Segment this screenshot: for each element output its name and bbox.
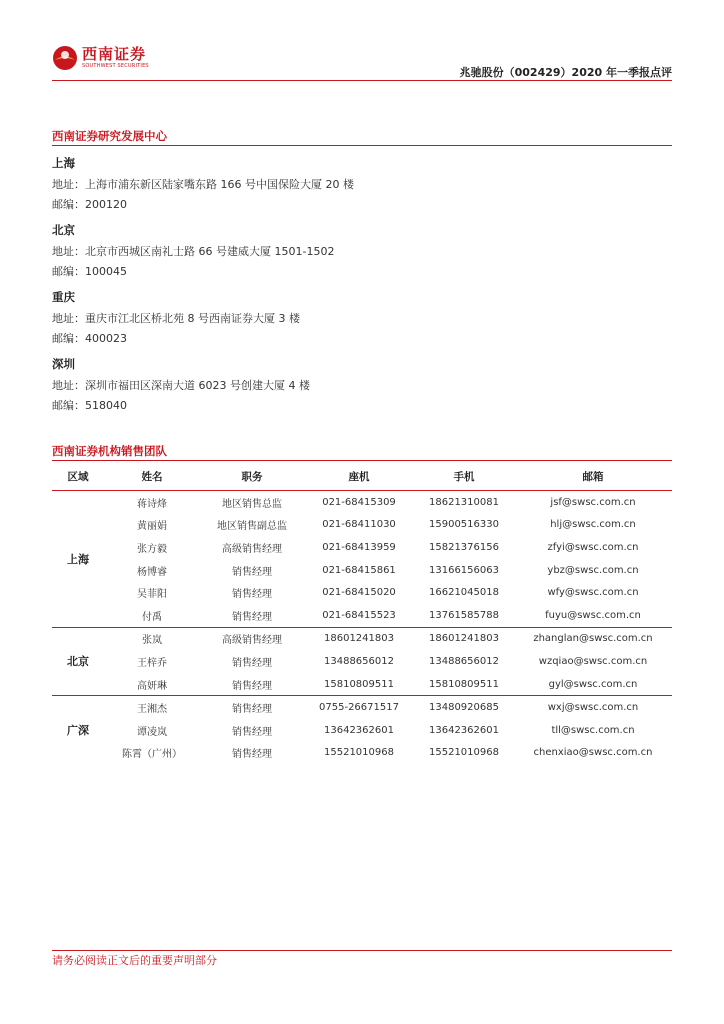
table-row xyxy=(52,559,672,582)
name-cell: 黄丽娟 xyxy=(137,521,167,533)
mobile-cell: 13166156063 xyxy=(429,564,499,576)
landline-cell: 021-68415020 xyxy=(322,587,396,599)
logo-english-name: SOUTHWEST SECURITIES xyxy=(82,63,149,69)
title-cell: 销售经理 xyxy=(232,657,272,669)
column-header: 邮箱 xyxy=(514,462,672,491)
research-section-title: 西南证券研究发展中心 xyxy=(52,129,167,143)
landline-cell: 021-68415861 xyxy=(322,564,396,576)
landline-cell: 0755-26671517 xyxy=(319,702,399,714)
table-row xyxy=(52,650,672,673)
office-address: 地址：深圳市福田区深南大道 6023 号创建大厦 4 楼 xyxy=(52,379,310,392)
sales-section-title: 西南证券机构销售团队 xyxy=(52,444,167,458)
column-header: 座机 xyxy=(304,462,414,491)
document-title: 兆驰股份（002429）2020 年一季报点评 xyxy=(459,66,672,79)
landline-cell: 021-68415309 xyxy=(322,496,396,508)
office-address: 地址：北京市西城区南礼士路 66 号建威大厦 1501-1502 xyxy=(52,245,335,258)
title-cell: 销售经理 xyxy=(200,673,304,696)
sales-team-table xyxy=(52,462,672,764)
email-cell: chenxiao@swsc.com.cn xyxy=(533,747,653,759)
title-cell: 销售经理 xyxy=(232,566,272,578)
title-cell: 销售经理 xyxy=(232,749,272,761)
name-cell: 杨博睿 xyxy=(137,566,167,578)
research-section-divider xyxy=(52,145,672,146)
landline-cell: 021-68413959 xyxy=(322,541,396,553)
mobile-cell: 16621045018 xyxy=(429,587,499,599)
name-cell: 付禹 xyxy=(104,604,200,627)
landline-cell: 15521010968 xyxy=(324,747,394,759)
mobile-cell: 18601241803 xyxy=(429,633,499,645)
table-row xyxy=(52,719,672,742)
landline-cell: 13488656012 xyxy=(324,655,394,667)
email-cell: zfyi@swsc.com.cn xyxy=(547,541,639,553)
region-cell: 广深 xyxy=(67,724,89,738)
office-postcode: 邮编：200120 xyxy=(52,198,127,211)
title-cell: 地区销售总监 xyxy=(222,498,282,510)
column-header: 手机 xyxy=(414,462,514,491)
office-city: 重庆 xyxy=(52,290,75,304)
email-cell: wxj@swsc.com.cn xyxy=(547,702,639,714)
table-row xyxy=(52,536,672,559)
email-cell: gyl@swsc.com.cn xyxy=(514,673,672,696)
table-row xyxy=(52,673,672,696)
email-cell: wzqiao@swsc.com.cn xyxy=(538,655,648,667)
name-cell: 张岚 xyxy=(142,635,162,647)
table-row xyxy=(52,696,672,719)
name-cell: 王梓乔 xyxy=(137,657,167,669)
title-cell: 高级销售经理 xyxy=(222,543,282,555)
office-address: 地址：上海市浦东新区陆家嘴东路 166 号中国保险大厦 20 楼 xyxy=(52,178,354,191)
landline-cell: 15810809511 xyxy=(304,673,414,696)
landline-cell: 021-68411030 xyxy=(322,519,396,531)
landline-cell: 18601241803 xyxy=(324,633,394,645)
title-cell: 高级销售经理 xyxy=(222,635,282,647)
sales-section-divider xyxy=(52,460,672,461)
mobile-cell: 15521010968 xyxy=(429,747,499,759)
email-cell: jsf@swsc.com.cn xyxy=(550,496,636,508)
brand-logo-icon xyxy=(52,45,78,71)
footer-disclaimer: 请务必阅读正文后的重要声明部分 xyxy=(52,954,217,967)
landline-cell: 021-68415523 xyxy=(304,604,414,627)
email-cell: ybz@swsc.com.cn xyxy=(547,564,639,576)
region-cell: 上海 xyxy=(52,491,104,628)
mobile-cell: 13480920685 xyxy=(429,702,499,714)
table-row xyxy=(52,491,672,514)
title-cell: 地区销售副总监 xyxy=(217,521,287,533)
name-cell: 谭凌岚 xyxy=(137,726,167,738)
mobile-cell: 15900516330 xyxy=(429,519,499,531)
mobile-cell: 15821376156 xyxy=(429,541,499,553)
table-row xyxy=(52,627,672,650)
office-postcode: 邮编：400023 xyxy=(52,332,127,345)
office-address: 地址：重庆市江北区桥北苑 8 号西南证券大厦 3 楼 xyxy=(52,312,300,325)
email-cell: zhanglan@swsc.com.cn xyxy=(533,633,653,645)
office-postcode: 邮编：518040 xyxy=(52,399,127,412)
office-city: 深圳 xyxy=(52,357,75,371)
email-cell: fuyu@swsc.com.cn xyxy=(514,604,672,627)
mobile-cell: 13761585788 xyxy=(414,604,514,627)
office-city: 北京 xyxy=(52,223,75,237)
mobile-cell: 13488656012 xyxy=(429,655,499,667)
footer-divider xyxy=(52,950,672,951)
title-cell: 销售经理 xyxy=(232,726,272,738)
mobile-cell: 15810809511 xyxy=(414,673,514,696)
header-divider xyxy=(52,80,672,81)
email-cell: wfy@swsc.com.cn xyxy=(547,587,639,599)
name-cell: 高妍琳 xyxy=(104,673,200,696)
logo-chinese-name: 西南证券 xyxy=(82,45,147,63)
column-header: 职务 xyxy=(200,462,304,491)
email-cell: tll@swsc.com.cn xyxy=(551,724,635,736)
region-cell: 北京 xyxy=(52,627,104,696)
email-cell: hlj@swsc.com.cn xyxy=(550,519,636,531)
mobile-cell: 18621310081 xyxy=(429,496,499,508)
column-header: 区域 xyxy=(52,462,104,491)
mobile-cell: 13642362601 xyxy=(429,724,499,736)
title-cell: 销售经理 xyxy=(232,589,272,601)
name-cell: 王湘杰 xyxy=(137,704,167,716)
table-header-row xyxy=(52,462,672,491)
table-row xyxy=(52,604,672,627)
table-row xyxy=(52,514,672,537)
name-cell: 吴菲阳 xyxy=(137,589,167,601)
landline-cell: 13642362601 xyxy=(324,724,394,736)
column-header: 姓名 xyxy=(104,462,200,491)
office-city: 上海 xyxy=(52,156,75,170)
brand-logo xyxy=(52,42,149,74)
table-row xyxy=(52,742,672,765)
name-cell: 陈霄（广州） xyxy=(122,749,182,761)
title-cell: 销售经理 xyxy=(200,604,304,627)
table-row xyxy=(52,581,672,604)
title-cell: 销售经理 xyxy=(232,704,272,716)
name-cell: 蒋诗烽 xyxy=(137,498,167,510)
name-cell: 张方毅 xyxy=(137,543,167,555)
office-postcode: 邮编：100045 xyxy=(52,265,127,278)
